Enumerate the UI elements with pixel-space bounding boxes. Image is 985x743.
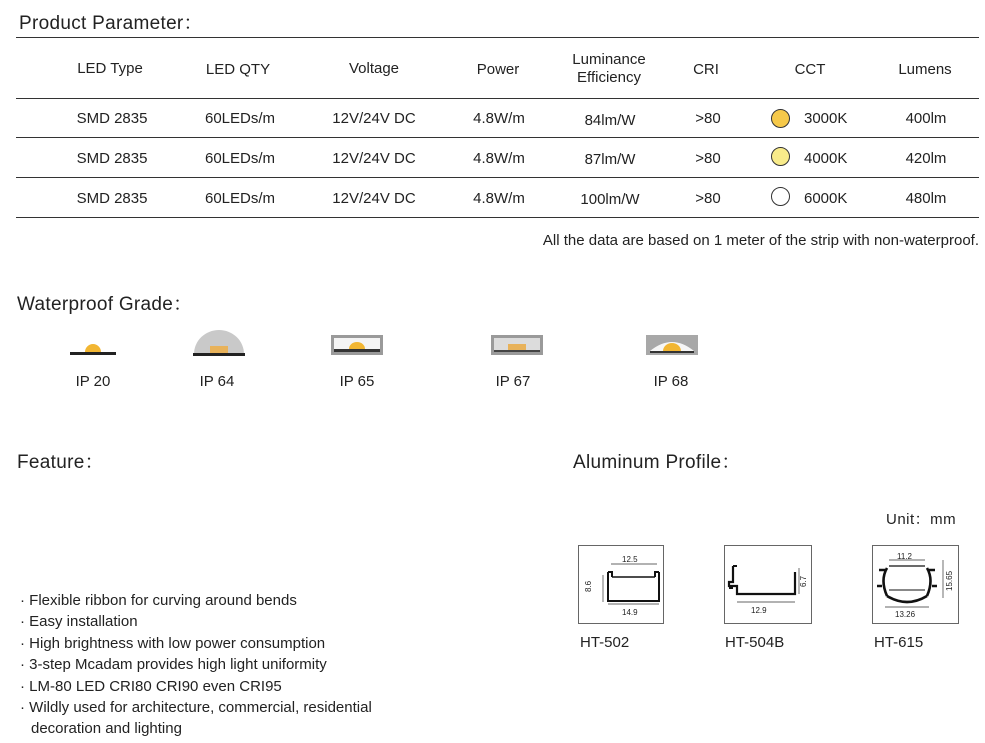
list-item: · Easy installation [20, 613, 138, 631]
cell-voltage: 12V/24V DC [332, 150, 416, 167]
ip68-strip-icon [646, 335, 698, 355]
cell-efficiency: 100lm/W [580, 191, 640, 208]
feature-list [20, 590, 460, 740]
header-rule [16, 98, 979, 99]
data-basis-note: All the data are based on 1 meter of the strip with non-waterproof. [542, 232, 979, 249]
table-bottom-rule [16, 217, 979, 218]
grade-label-ip20: IP 20 [75, 373, 111, 390]
ip65-strip-icon [331, 335, 383, 355]
cell-power: 4.8W/m [473, 110, 525, 127]
profile-name-ht-615: HT-615 [874, 634, 924, 651]
header-led-qty: LED QTY [205, 61, 271, 78]
list-item: · High brightness with low power consumption [20, 634, 326, 652]
profile-ht-502-drawing [578, 545, 664, 624]
table-top-rule [16, 37, 979, 38]
grade-label-ip68: IP 68 [653, 373, 689, 390]
profile-name-ht-502: HT-502 [580, 634, 630, 651]
cell-cri: >80 [695, 190, 721, 207]
grade-label-ip65: IP 65 [339, 373, 375, 390]
cell-voltage: 12V/24V DC [332, 110, 416, 127]
cell-lumens: 420lm [905, 150, 947, 167]
dim-label: 15.65 [945, 570, 954, 591]
profile-ht-615-drawing [872, 545, 959, 624]
row-rule [16, 137, 979, 138]
cell-efficiency: 87lm/W [584, 151, 636, 168]
dim-label: 11.2 [897, 552, 912, 561]
cell-cri: >80 [695, 150, 721, 167]
cell-lumens: 400lm [905, 110, 947, 127]
cell-lumens: 480lm [905, 190, 947, 207]
cell-led-type: SMD 2835 [76, 190, 148, 207]
cell-led-qty: 60LEDs/m [204, 110, 276, 127]
row-rule [16, 177, 979, 178]
list-item: · 3-step Mcadam provides high light uniformity [20, 656, 327, 674]
cell-cct: 4000K [804, 150, 848, 167]
header-led-type: LED Type [77, 60, 143, 77]
cell-led-qty: 60LEDs/m [204, 190, 276, 207]
header-voltage: Voltage [348, 60, 400, 77]
cell-voltage: 12V/24V DC [332, 190, 416, 207]
cell-led-type: SMD 2835 [76, 150, 148, 167]
cell-led-type: SMD 2835 [76, 110, 148, 127]
list-item: · LM-80 LED CRI80 CRI90 even CRI95 [20, 677, 282, 695]
dim-label: 12.5 [622, 555, 638, 564]
profile-name-ht-504b: HT-504B [725, 634, 785, 651]
cell-power: 4.8W/m [473, 150, 525, 167]
product-parameter-title: Product Parameter： [19, 13, 203, 34]
cct-color-swatch [771, 109, 790, 128]
header-power: Power [476, 61, 520, 78]
list-item: · Flexible ribbon for curving around bends [20, 592, 297, 609]
grade-label-ip67: IP 67 [495, 373, 531, 390]
cell-cri: >80 [695, 110, 721, 127]
cct-color-swatch [771, 187, 790, 206]
header-lumens: Lumens [898, 61, 952, 78]
header-luminance: Luminance [572, 51, 646, 68]
aluminum-profile-title: Aluminum Profile： [573, 452, 741, 473]
ip20-strip-icon [70, 340, 116, 356]
cct-color-swatch [771, 147, 790, 166]
profile-ht-504b-drawing [724, 545, 812, 624]
dim-label: 6.7 [799, 575, 808, 587]
dim-label: 13.26 [895, 610, 916, 619]
cell-cct: 6000K [804, 190, 848, 207]
dim-label: 8.6 [584, 580, 593, 592]
list-item: decoration and lighting [31, 720, 182, 738]
dim-label: 14.9 [622, 608, 638, 617]
header-efficiency: Efficiency [577, 69, 641, 86]
unit-label: Unit：mm [886, 511, 957, 528]
cell-power: 4.8W/m [473, 190, 525, 207]
cell-cct: 3000K [804, 110, 848, 127]
header-cri: CRI [693, 61, 719, 78]
cell-led-qty: 60LEDs/m [204, 150, 276, 167]
list-item: · Wildly used for architecture, commercial, residential [20, 699, 372, 717]
grade-label-ip64: IP 64 [199, 373, 235, 390]
ip64-strip-icon [193, 328, 245, 356]
cell-efficiency: 84lm/W [584, 112, 636, 129]
header-cct: CCT [794, 61, 826, 78]
dim-label: 12.9 [751, 606, 767, 615]
ip67-strip-icon [491, 335, 543, 355]
waterproof-grade-title: Waterproof Grade： [17, 294, 193, 315]
feature-title: Feature： [17, 452, 104, 473]
